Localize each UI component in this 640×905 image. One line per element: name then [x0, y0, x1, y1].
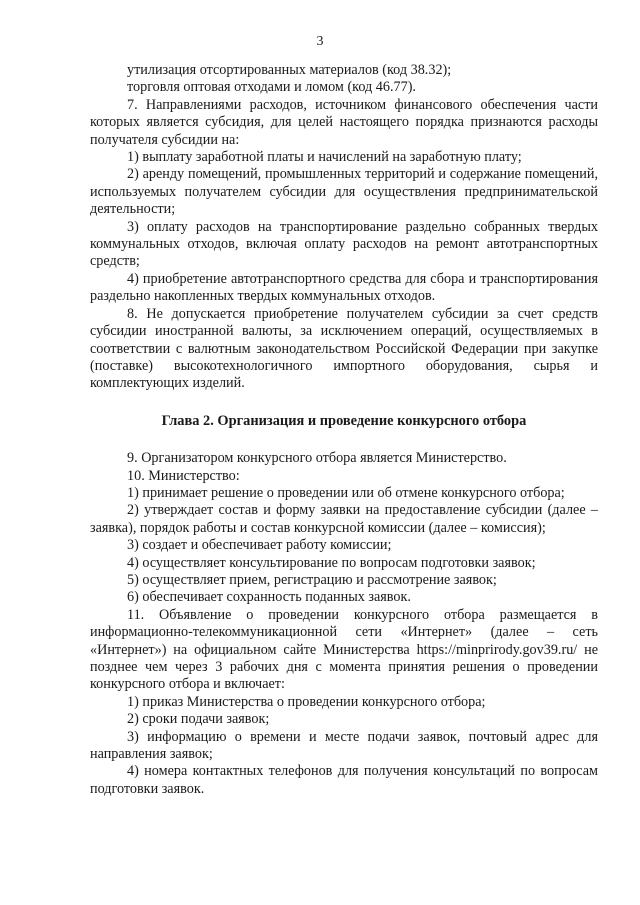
paragraph: 1) выплату заработной платы и начислений на заработную плату; [127, 149, 522, 166]
paragraph: 6) обеспечивает сохранность поданных заявок. [127, 589, 411, 606]
paragraph: 5) осуществляет прием, регистрацию и рассмотрение заявок; [127, 571, 497, 588]
paragraph: 4) номера контактных телефонов для получения консультаций по вопросам подготовки заявок. [90, 763, 598, 797]
paragraph: 9. Организатором конкурсного отбора является Министерство. [127, 450, 507, 467]
paragraph: 11. Объявление о проведении конкурсного отбора размещается в информационно-телекоммуникационной сети «Интернет» (далее – сеть «Интернет») на официальном сайте Министерства https://minprirody.gov39.ru/ не позднее чем через 3 рабочих дня с момента принятия решения о проведении конкурсного отбора и включает: [90, 606, 598, 693]
paragraph: 1) приказ Министерства о проведении конкурсного отбора; [127, 693, 486, 710]
paragraph: 7. Направлениями расходов, источником финансового обеспечения части которых является субсидия, для целей настоящего порядка признаются расходы получателя субсидии на: [90, 96, 598, 148]
paragraph: утилизация отсортированных материалов (код 38.32); [127, 62, 452, 78]
paragraph: 3) оплату расходов на транспортирование раздельно собранных твердых коммунальных отходов, включая оплату расходов на ремонт автотранспортных средств; [90, 218, 598, 270]
paragraph: 3) создает и обеспечивает работу комиссии; [127, 537, 392, 554]
page-number: 3 [316, 34, 324, 49]
paragraph: 1) принимает решение о проведении или об отмене конкурсного отбора; [127, 484, 565, 501]
paragraph: 2) аренду помещений, промышленных территорий и содержание помещений, используемых получателем субсидии для осуществления предпринимательской деятельности; [90, 166, 598, 218]
paragraph: торговля оптовая отходами и ломом (код 46.77). [127, 79, 416, 96]
document-body [90, 62, 598, 798]
paragraph: 2) сроки подачи заявок; [127, 711, 270, 728]
chapter-heading: Глава 2. Организация и проведение конкурсного отбора [161, 412, 527, 429]
paragraph: 4) приобретение автотранспортного средства для сбора и транспортирования раздельно накопленных твердых коммунальных отходов. [90, 270, 598, 305]
paragraph: 8. Не допускается приобретение получателем субсидии за счет средств субсидии иностранной валюты, за исключением операций, осуществляемых в соответствии с валютным законодательством Российской Федерации при закупке (поставке) высокотехнологичного импортного оборудования, сырья и комплектующих изделий. [90, 305, 598, 392]
paragraph: 10. Министерство: [127, 467, 240, 484]
paragraph: 3) информацию о времени и месте подачи заявок, почтовый адрес для направления заявок; [90, 728, 598, 763]
paragraph: 4) осуществляет консультирование по вопросам подготовки заявок; [127, 554, 536, 571]
paragraph: 2) утверждает состав и форму заявки на предоставление субсидии (далее – заявка), порядок работы и состав конкурсной комиссии (далее – комиссия); [90, 502, 598, 536]
